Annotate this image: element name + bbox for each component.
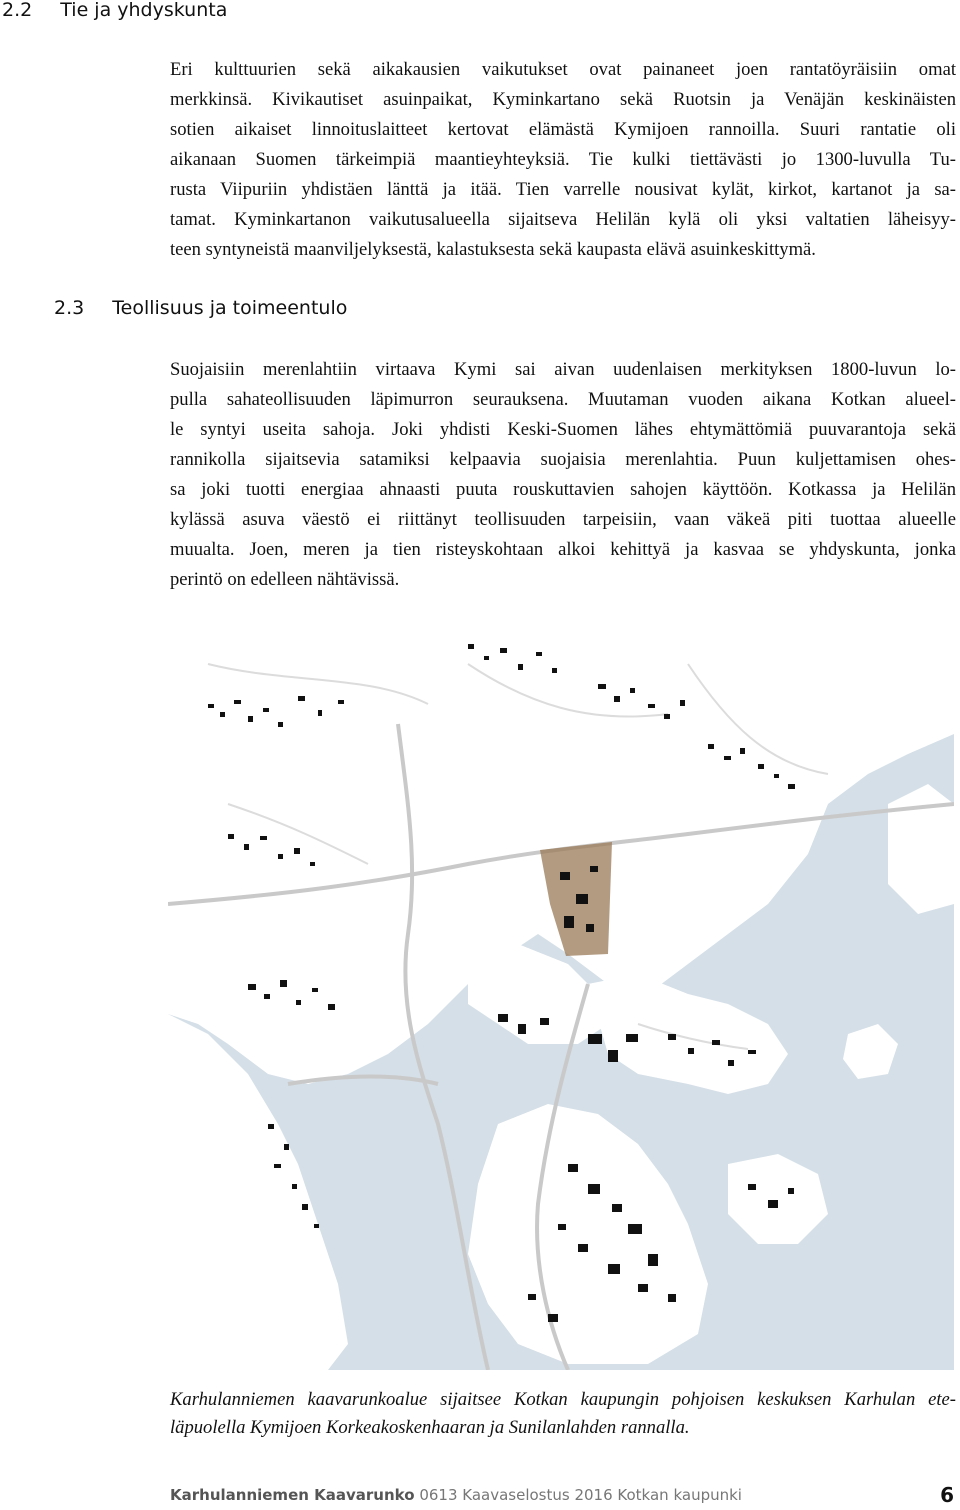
text-line: le syntyi useita sahoja. Joki yhdisti Keski-Suomen lähes ehtymättömiä puuvarantoja sekä [170, 419, 956, 440]
section-heading-2-3 [54, 297, 347, 319]
section-number: 2.3 [54, 297, 85, 319]
page-footer [170, 1483, 956, 1510]
text-line: rannikolla sijaitsevia satamiksi kelpaavia suojaisia merenlahtia. Puun kuljettamisen ohes- [170, 449, 956, 470]
text-line: sotien aikaiset linnoituslaitteet kertovat elämästä Kymijoen rannoilla. Suuri rantatie oli [170, 119, 956, 140]
text-line: muualta. Joen, meren ja tien risteyskohtaan alkoi kehittyä ja kasvaa se yhdyskunta, jonka [170, 539, 956, 560]
text-line: teen syntyneistä maanviljelyksestä, kalastuksesta sekä kaupasta elävä asuinkeskittymä. [170, 239, 816, 260]
footer-brand: Karhulanniemen Kaavarunko [170, 1486, 415, 1504]
section-title: Tie ja yhdyskunta [60, 0, 228, 21]
text-line: kylässä asuva väestö ei riittänyt teollisuuden tarpeisiin, vaan väkeä piti tuottaa alueelle [170, 509, 956, 530]
section-heading-2-2 [2, 0, 227, 21]
page-number: 6 [940, 1483, 954, 1507]
text-line: rusta Viipuriin yhdistäen länttä ja itää. Tien varrelle nousivat kylät, kirkot, kartanot ja sa- [170, 179, 956, 200]
paragraph-road-community [170, 55, 956, 265]
footer-document-info: 0613 Kaavaselostus 2016 Kotkan kaupunki [419, 1486, 742, 1504]
caption-line: läpuolella Kymijoen Korkeakoskenhaaran ja Sunilanlahden rannalla. [170, 1417, 690, 1438]
text-line: sa joki tuotti energiaa ahnaasti puuta rouskuttavien sahojen käyttöön. Kotkassa ja Helilän [170, 479, 956, 500]
text-line: merkkinsä. Kivikautiset asuinpaikat, Kyminkartano sekä Ruotsin ja Venäjän keskinäisten [170, 89, 956, 110]
text-line: Suojaisiin merenlahtiin virtaava Kymi sai aivan uudenlaisen merkityksen 1800-luvun lo- [170, 359, 956, 380]
caption-line: Karhulanniemen kaavarunkoalue sijaitsee Kotkan kaupungin pohjoisen keskuksen Karhulan ete- [170, 1389, 956, 1410]
paragraph-industry [170, 355, 956, 595]
text-line: perintö on edelleen nähtävissä. [170, 569, 400, 590]
section-number: 2.2 [2, 0, 33, 21]
section-title: Teollisuus ja toimeentulo [112, 297, 348, 319]
map-caption [170, 1386, 956, 1442]
kotka-figure-ground-map [168, 604, 954, 1370]
text-line: aikanaan Suomen tärkeimpiä maantieyhteyksiä. Tie kulki tiettävästi jo 1300-luvulla Tu- [170, 149, 956, 170]
text-line: pulla sahateollisuuden läpimurron seurauksena. Muutaman vuoden aikana Kotkan alueel- [170, 389, 956, 410]
text-line: tamat. Kyminkartanon vaikutusalueella sijaitseva Helilän kylä oli yksi valtatien läheisyy- [170, 209, 956, 230]
text-line: Eri kulttuurien sekä aikakausien vaikutukset ovat painaneet joen rantatöyräisiin omat [170, 59, 956, 80]
